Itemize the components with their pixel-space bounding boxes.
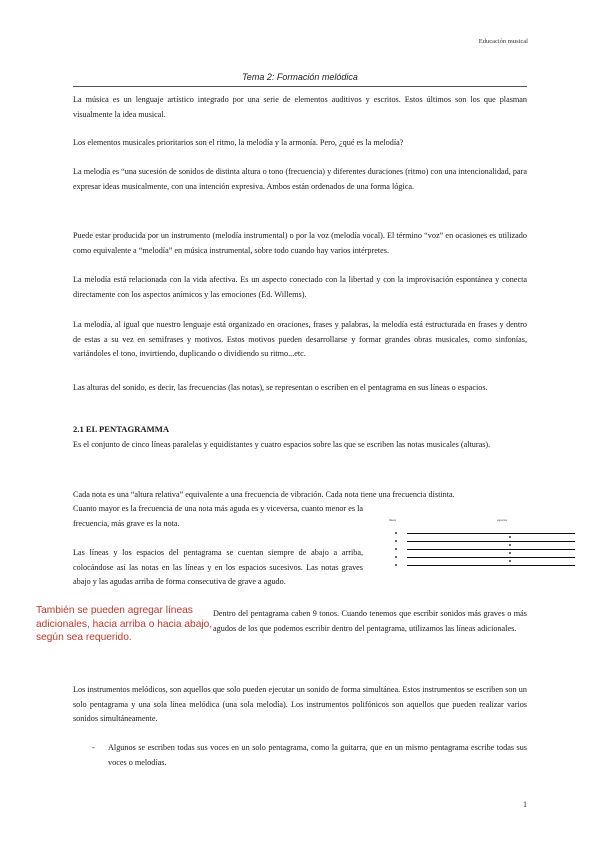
staff-diagram [385, 518, 575, 578]
staff-marker [395, 564, 397, 566]
staff-line-1 [407, 565, 575, 566]
staff-line-5 [407, 533, 575, 534]
staff-marker [395, 540, 397, 542]
paragraph-nine-tones: Dentro del pentagrama caben 9 tonos. Cuando tenemos que escribir sonidos más graves o más agudos de los que podemos escribir dentro del pentagrama, utilizamos las líneas adicionales. [213, 609, 527, 633]
paragraph-intro: La música es un lenguaje artístico integrado por una serie de elementos auditivos y escritos. Estos últimos son los que plasman visualmente la idea musical. [73, 95, 527, 119]
section-heading: 2.1 EL PENTAGRAMMA [73, 424, 170, 434]
bullet-marker: - [92, 743, 95, 752]
paragraph-instruments: Los instrumentos melódicos, son aquellos que solo pueden ejecutar un sonido de forma simultánea. Estos instrumentos se escriben son un solo pentagrama y una sola línea melódica (una sola melodía). Los instrumentos polifónicos son aquellos que pueden realizar varios sonidos simultáneamente. [73, 685, 527, 723]
bullet-item: Algunos se escriben todas sus voces en un solo pentagrama, como la guitarra, que en un mismo pentagrama escribe todas sus voces o melodías. [108, 743, 527, 767]
staff-line-3 [407, 549, 575, 550]
staff-space-marker [509, 544, 511, 546]
staff-marker [395, 548, 397, 550]
staff-space-marker [509, 536, 511, 538]
staff-marker [395, 532, 397, 534]
paragraph-note-frequency: Cuanto mayor es la frecuencia de una nota más aguda es y viceversa, cuanto menor es la frecuencia, más grave es la nota. [73, 504, 363, 528]
paragraph-affective: La melodía está relacionada con la vida afectiva. Es un aspecto conectado con la libertad y con la improvisación espontánea y conecta directamente con los aspectos anímicos y las emociones (Ed. Willems). [73, 275, 527, 299]
staff-label-lines: líneas [389, 518, 396, 522]
title-divider [73, 86, 527, 87]
paragraph-pitches: Las alturas del sonido, es decir, las frecuencias (las notas), se representan o escriben en el pentagrama en sus líneas o espacios. [73, 383, 488, 392]
paragraph-note-relative: Cada nota es una “altura relativa” equivalente a una frecuencia de vibración. Cada nota tiene una frecuencia distinta. [73, 490, 455, 499]
paragraph-elements: Los elementos musicales prioritarios son el ritmo, la melodía y la armonía. Pero, ¿qué es la melodía? [73, 138, 404, 147]
paragraph-melody-definition: La melodía es “una sucesión de sonidos de distinta altura o tono (frecuencia) y diferentes duraciones (ritmo) con una intencionalidad, para expresar ideas musicalmente, con una intención expresiva. Ambos están ordenados de una forma lógica. [73, 167, 527, 191]
page-number: 1 [523, 800, 527, 809]
staff-space-marker [509, 560, 511, 562]
section-intro: Es el conjunto de cinco líneas paralelas y equidistantes y cuatro espacios sobre las que se escriben las notas musicales (alturas). [73, 440, 491, 449]
staff-line-4 [407, 541, 575, 542]
paragraph-production: Puede estar producida por un instrumento (melodía instrumental) o por la voz (melodía vocal). El término “voz” en ocasiones es utilizado como equivalente a “melodía” en música instrumental, sobre todo cuando hay varios intérpretes. [73, 231, 527, 255]
paragraph-structure: La melodía, al igual que nuestro lenguaje está organizado en oraciones, frases y palabras, la melodía está estructurada en frases y dentro de estas a su vez en semifrases y motivos. Estos motivos pueden desarrollarse y formar grandes obras musicales, como sinfonías, variándoles el tono, invirtiendo, duplicando o dividiendo su ritmo...etc. [73, 320, 527, 358]
staff-line-2 [407, 557, 575, 558]
staff-space-marker [509, 552, 511, 554]
paragraph-lines-spaces: Las líneas y los espacios del pentagrama se cuentan siempre de abajo a arriba, colocándose así las notas en las líneas y en los espacios sucesivos. Las notas graves abajo y las agudas arriba de forma consecutiva de grave a agudo. [73, 548, 363, 586]
page-title: Tema 2: Formación melódica [242, 72, 358, 82]
staff-marker [395, 556, 397, 558]
additional-lines-note: También se pueden agregar líneas adicionales, hacia arriba o hacia abajo, según sea requerido. [36, 605, 213, 643]
running-header: Educación musical [478, 38, 528, 45]
staff-label-spaces: espacios [497, 518, 508, 522]
